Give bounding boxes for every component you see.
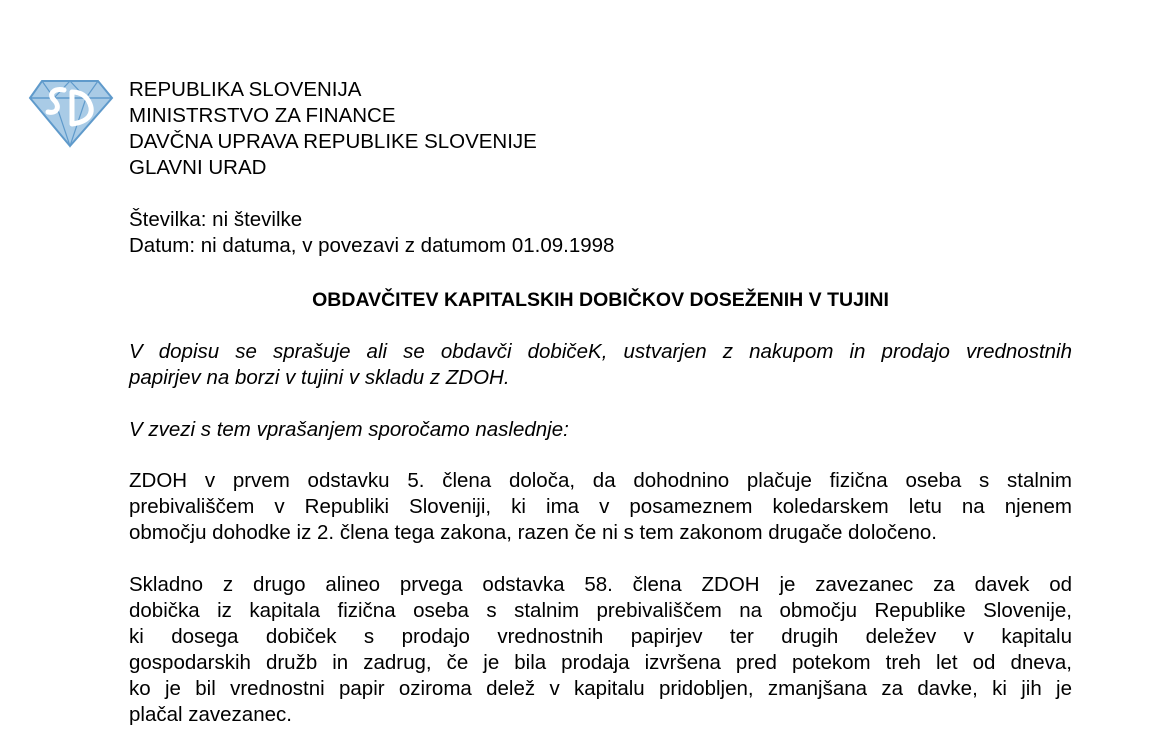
document-date: Datum: ni datuma, v povezavi z datumom 01.09.1998 bbox=[129, 234, 615, 257]
paragraph-article-58 bbox=[129, 572, 1072, 728]
paragraph-line: plačal zavezanec. bbox=[129, 703, 292, 726]
paragraph-line: ZDOH v prvem odstavku 5. člena določa, da dohodnino plačuje fizična oseba s stalnim bbox=[129, 469, 1072, 492]
paragraph-line: ko je bil vrednostni papir oziroma delež v kapitalu pridobljen, zmanjšana za davke, ki jih je bbox=[129, 677, 1072, 700]
paragraph-question bbox=[129, 339, 1072, 391]
letterhead-ministry: MINISTRSTVO ZA FINANCE bbox=[129, 104, 396, 127]
document-number: Številka: ni številke bbox=[129, 208, 303, 231]
paragraph-line: območju dohodke iz 2. člena tega zakona, razen če ni s tem zakonom drugače določeno. bbox=[129, 521, 937, 544]
durs-logo bbox=[28, 78, 114, 148]
letterhead-republic: REPUBLIKA SLOVENIJA bbox=[129, 78, 362, 101]
paragraph-article-5 bbox=[129, 468, 1072, 546]
paragraph-line: dobička iz kapitala fizična oseba s stalnim prebivališčem na območju Republike Slovenije, bbox=[129, 599, 1072, 622]
paragraph-intro bbox=[129, 417, 1072, 443]
paragraph-line: Skladno z drugo alineo prvega odstavka 58. člena ZDOH je zavezanec za davek od bbox=[129, 573, 1072, 596]
letterhead-tax-office: DAVČNA UPRAVA REPUBLIKE SLOVENIJE bbox=[129, 130, 537, 153]
document-title: OBDAVČITEV KAPITALSKIH DOBIČKOV DOSEŽENIH V TUJINI bbox=[312, 289, 889, 311]
letterhead-main-office: GLAVNI URAD bbox=[129, 156, 267, 179]
paragraph-line: papirjev na borzi v tujini v skladu z ZDOH. bbox=[129, 366, 510, 389]
paragraph-line: V zvezi s tem vprašanjem sporočamo naslednje: bbox=[129, 418, 569, 441]
paragraph-line: prebivališčem v Republiki Sloveniji, ki ima v posameznem koledarskem letu na njenem bbox=[129, 495, 1072, 518]
paragraph-line: V dopisu se sprašuje ali se obdavči dobičeK, ustvarjen z nakupom in prodajo vrednostnih bbox=[129, 340, 1072, 363]
diamond-shield-icon bbox=[28, 78, 114, 148]
document-meta bbox=[129, 207, 614, 259]
paragraph-line: ki dosega dobiček s prodajo vrednostnih papirjev ter drugih deležev v kapitalu bbox=[129, 625, 1072, 648]
letterhead bbox=[129, 77, 537, 181]
paragraph-line: gospodarskih družb in zadrug, če je bila prodaja izvršena pred potekom treh let od dneva, bbox=[129, 651, 1072, 674]
